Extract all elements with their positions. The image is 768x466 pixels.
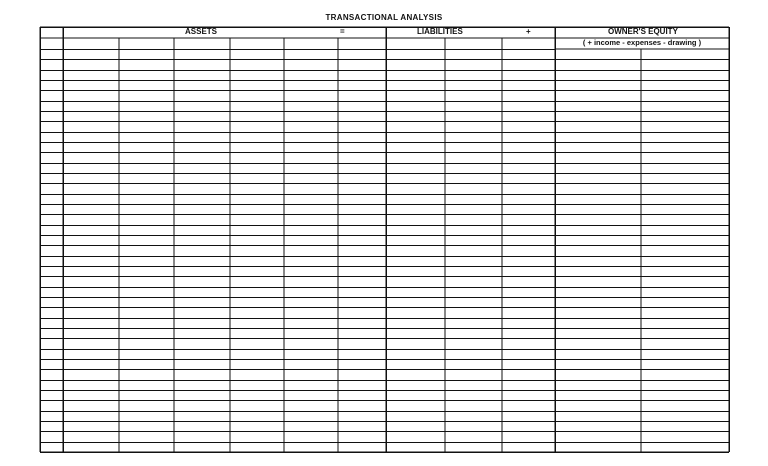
equity-formula: ( + income - expenses - drawing ) [582, 38, 702, 47]
equals-sign: = [340, 27, 345, 36]
owners-equity-header: OWNER'S EQUITY [608, 27, 678, 36]
liabilities-header: LIABILITIES [417, 27, 463, 36]
assets-header: ASSETS [185, 27, 218, 36]
plus-sign: + [526, 27, 531, 36]
sheet-title: TRANSACTIONAL ANALYSIS [325, 13, 443, 22]
